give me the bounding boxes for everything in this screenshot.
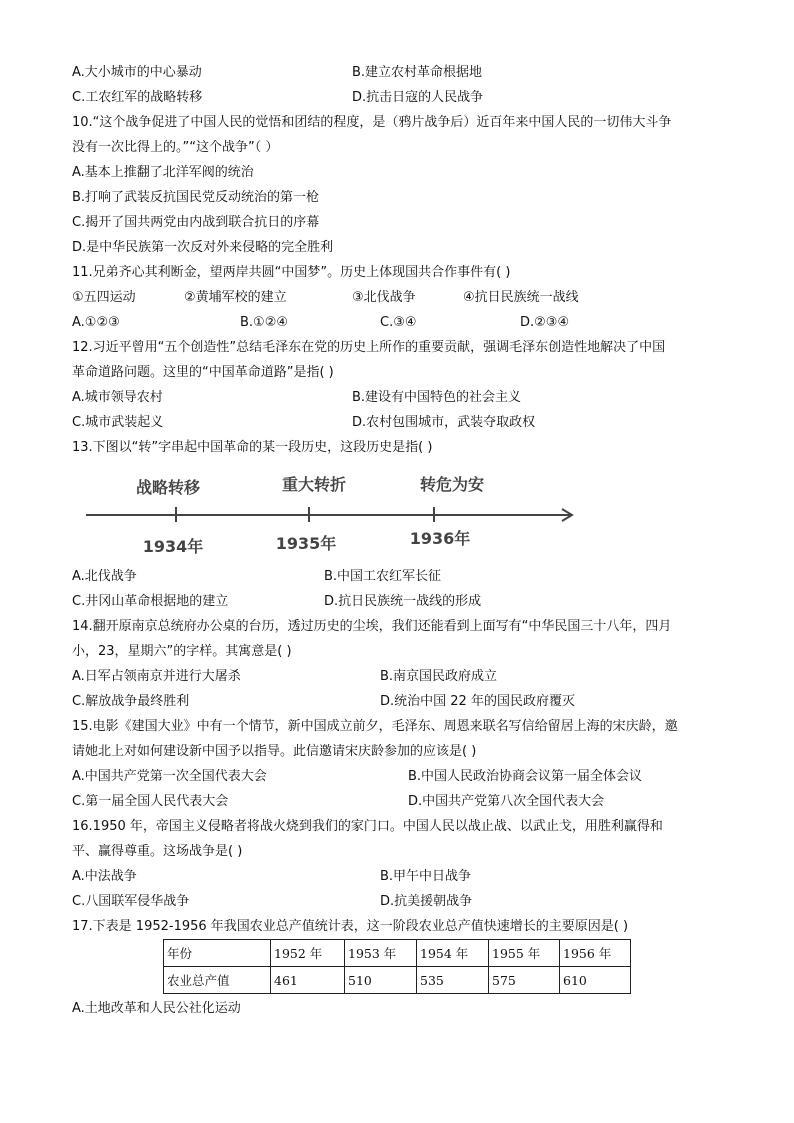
q11-option-d: D.②③④ [520,315,570,330]
q16-option-d: D.抗美援朝战争 [380,894,473,909]
q10-option-a: A.基本上推翻了北洋军阀的统治 [72,165,254,180]
q11-option-a: A.①②③ [72,315,120,330]
q10-option-c: C.揭开了国共两党由内战到联合抗日的序幕 [72,215,320,230]
q11-item-1: ①五四运动 [72,290,136,305]
q13-option-c: C.井冈山革命根据地的建立 [72,594,229,609]
q12-stem-line1: 12.习近平曾用“五个创造性”总结毛泽东在党的历史上所作的重要贡献，强调毛泽东创造性地解决了中国 [72,340,666,355]
q9-option-b: B.建立农村革命根据地 [352,65,483,80]
table-cell: 1953 年 [345,940,417,967]
q16-option-b: B.甲午中日战争 [380,869,472,884]
q12-option-d: D.农村包围城市，武装夺取政权 [352,415,536,430]
table-cell: 575 [489,967,560,994]
q17-option-a: A.土地改革和人民公社化运动 [72,1001,241,1016]
table-cell: 510 [345,967,417,994]
table-cell: 1955 年 [489,940,560,967]
q13-timeline-figure [84,466,584,566]
q16-stem-line2: 平、赢得尊重。这场战争是( ) [72,844,243,859]
q13-option-a: A.北伐战争 [72,569,137,584]
timeline-label-danger-to-safety: 转危为安 [419,475,485,494]
q15-option-a: A.中国共产党第一次全国代表大会 [72,769,267,784]
table-row [164,967,631,994]
q17-stem: 17.下表是 1952-1956 年我国农业总产值统计表，这一阶段农业总产值快速增长的主要原因是( ) [72,919,629,934]
table-cell: 610 [560,967,631,994]
table-cell: 农业总产值 [164,967,271,994]
timeline-year-1934: 1934年 [142,537,204,556]
q12-option-a: A.城市领导农村 [72,390,163,405]
q13-stem: 13.下图以“转”字串起中国革命的某一段历史，这段历史是指( ) [72,440,433,455]
table-cell: 1954 年 [417,940,489,967]
q16-option-a: A.中法战争 [72,869,137,884]
q11-option-c: C.③④ [380,315,417,330]
q15-stem-line2: 请她北上对如何建设新中国予以指导。此信邀请宋庆龄参加的应该是( ) [72,744,477,759]
q16-stem-line1: 16.1950 年，帝国主义侵略者将战火烧到我们的家门口。中国人民以战止战、以武止戈，用胜利赢得和 [72,819,663,834]
table-cell: 年份 [164,940,271,967]
q12-stem-line2: 革命道路问题。这里的“中国革命道路”是指( ) [72,365,334,380]
table-header-row [164,940,631,967]
q12-option-b: B.建设有中国特色的社会主义 [352,390,522,405]
q15-option-c: C.第一届全国人民代表大会 [72,794,229,809]
q15-option-b: B.中国人民政治协商会议第一届全体会议 [408,769,643,784]
agriculture-output-table [163,939,631,994]
q14-option-d: D.统治中国 22 年的国民政府覆灭 [380,694,575,709]
q14-option-b: B.南京国民政府成立 [380,669,498,684]
q15-stem-line1: 15.电影《建国大业》中有一个情节，新中国成立前夕，毛泽东、周恩来联名写信给留居上海的宋庆龄，邀 [72,719,678,734]
q11-stem: 11.兄弟齐心其利断金，望两岸共圆“中国梦”。历史上体现国共合作事件有( ) [72,265,511,280]
q14-option-a: A.日军占领南京并进行大屠杀 [72,669,241,684]
q14-stem-line1: 14.翻开原南京总统府办公桌的台历，透过历史的尘埃，我们还能看到上面写有“中华民国三十八年，四月 [72,619,672,634]
q11-item-3: ③北伐战争 [352,290,416,305]
q13-option-d: D.抗日民族统一战线的形成 [324,594,482,609]
q9-option-d: D.抗击日寇的人民战争 [352,90,484,105]
table-cell: 1956 年 [560,940,631,967]
q11-option-b: B.①②④ [240,315,289,330]
table-cell: 1952 年 [271,940,345,967]
q15-option-d: D.中国共产党第八次全国代表大会 [408,794,605,809]
q9-option-a: A.大小城市的中心暴动 [72,65,202,80]
table-cell: 535 [417,967,489,994]
q14-stem-line2: 小，23，星期六”的字样。其寓意是( ) [72,644,292,659]
q12-option-c: C.城市武装起义 [72,415,164,430]
timeline-label-major-turn: 重大转折 [281,475,347,494]
timeline-year-1936: 1936年 [409,529,471,548]
q10-stem-line2: 没有一次比得上的。”“这个战争”（ ） [72,140,279,155]
q10-option-b: B.打响了武装反抗国民党反动统治的第一枪 [72,190,320,205]
timeline-year-1935: 1935年 [275,534,337,553]
q14-option-c: C.解放战争最终胜利 [72,694,190,709]
q11-item-4: ④抗日民族统一战线 [463,290,579,305]
table-cell: 461 [271,967,345,994]
q10-option-d: D.是中华民族第一次反对外来侵略的完全胜利 [72,240,334,255]
q10-stem-line1: 10.“这个战争促进了中国人民的觉悟和团结的程度，是（鸦片战争后）近百年来中国人民的一切伟大斗争 [72,115,672,130]
q9-option-c: C.工农红军的战略转移 [72,90,203,105]
timeline-label-strategic-transfer: 战略转移 [135,478,201,497]
q11-item-2: ②黄埔军校的建立 [184,290,287,305]
q13-option-b: B.中国工农红军长征 [324,569,442,584]
q16-option-c: C.八国联军侵华战争 [72,894,190,909]
